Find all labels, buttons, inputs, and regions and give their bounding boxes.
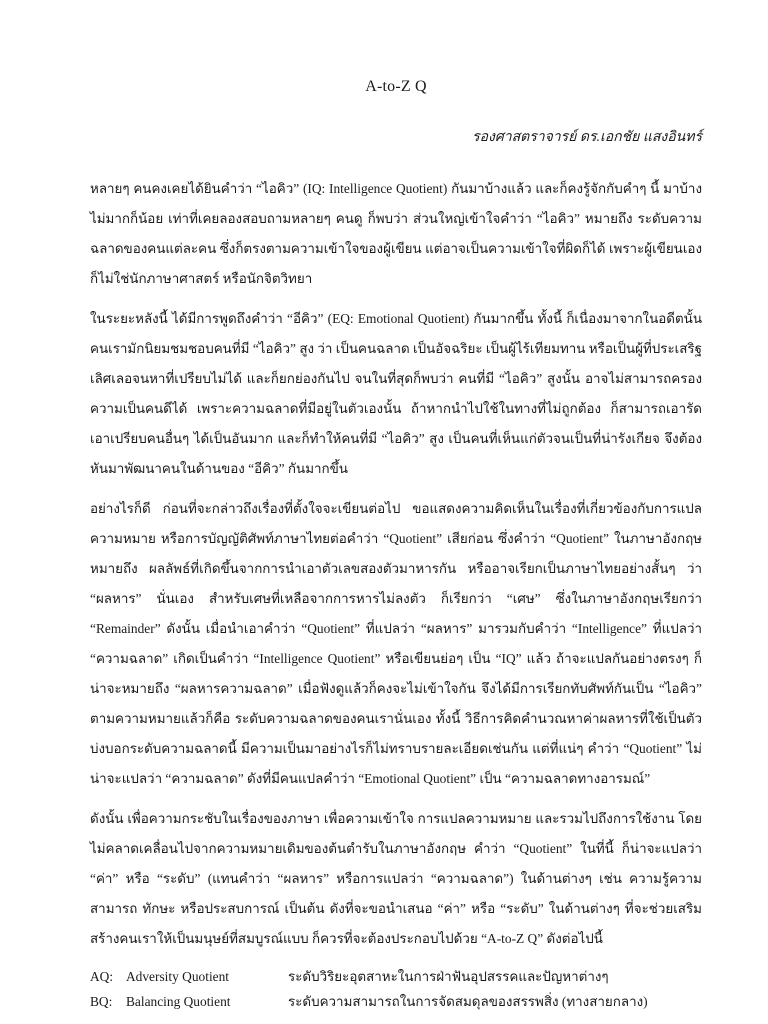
quotient-description: ระดับวิริยะอุตสาหะในการฝ่าฟันอุปสรรคและปัญหาต่างๆ [288, 969, 609, 984]
quotient-row [90, 989, 702, 1014]
quotient-name: Adversity Quotient [126, 969, 230, 984]
paragraph-3: อย่างไรก็ดี ก่อนที่จะกล่าวถึงเรื่องที่ตั้งใจจะเขียนต่อไป ขอแสดงความคิดเห็นในเรื่องที่เกี่ยวข้องกับการแปลความหมาย หรือการบัญญัติศัพท์ภาษาไทยต่อคำว่า “Quotient” เสียก่อน ซึ่งคำว่า “Quotient” ในภาษาอังกฤษหมายถึง ผลลัพธ์ที่เกิดขึ้นจากการนำเอาตัวเลขสองตัวมาหารกัน หรืออาจเรียกเป็นภาษาไทยอย่างสั้นๆ ว่า “ผลหาร” นั่นเอง สำหรับเศษที่เหลือจากการหารไม่ลงตัว ก็เรียกว่า “เศษ” ซึ่งในภาษาอังกฤษเรียกว่า “Remainder” ดังนั้น เมื่อนำเอาคำว่า “Quotient” ที่แปลว่า “ผลหาร” มารวมกับคำว่า “Intelligence” ที่แปลว่า “ความฉลาด” เกิดเป็นคำว่า “Intelligence Quotient” หรือเขียนย่อๆ เป็น “IQ” แล้ว ถ้าจะแปลกันอย่างตรงๆ ก็น่าจะหมายถึง “ผลหารความฉลาด” เมื่อฟังดูแล้วก็คงจะไม่เข้าใจกัน จึงได้มีการเรียกทับศัพท์กันเป็น “ไอคิว” ตามความหมายแล้วก็คือ ระดับความฉลาดของคนเรานั่นเอง ทั้งนี้ วิธีการคิดคำนวณหาค่าผลหารที่ใช้เป็นตัวบ่งบอกระดับความฉลาดนี้ มีความเป็นมาอย่างไรก็ไม่ทราบรายละเอียดเช่นกัน แต่ที่แน่ๆ คำว่า “Quotient” ไม่น่าจะแปลว่า “ความฉลาด” ดังที่มีคนแปลคำว่า “Emotional Quotient” เป็น “ความฉลาดทางอารมณ์” [90, 501, 702, 786]
author-name: รองศาสตราจารย์ ดร.เอกชัย แสงอินทร์ [472, 130, 702, 145]
quotient-description: ระดับความสามารถในการจัดสมดุลของสรรพสิ่ง (ทางสายกลาง) [288, 994, 648, 1009]
quotient-code: BQ: [90, 994, 113, 1009]
quotient-code: AQ: [90, 969, 114, 984]
paragraph-2: ในระยะหลังนี้ ได้มีการพูดถึงคำว่า “อีคิว” (EQ: Emotional Quotient) กันมากขึ้น ทั้งนี้ ก็เนื่องมาจากในอดีตนั้น คนเรามักนิยมชมชอบคนที่มี “ไอคิว” สูง ว่า เป็นคนฉลาด เป็นอัจฉริยะ เป็นผู้ไร้เทียมทาน หรือเป็นผู้ที่ประเสริฐเลิศเลอจนหาที่เปรียบไม่ได้ และก็ยกย่องกันไป จนในที่สุดก็พบว่า คนที่มี “ไอคิว” สูงนั้น อาจไม่สามารถครองความเป็นคนดีได้ เพราะความฉลาดที่มีอยู่ในตัวเองนั้น ถ้าหากนำไปใช้ในทางที่ไม่ถูกต้อง ก็สามารถเอารัดเอาเปรียบคนอื่นๆ ได้เป็นอันมาก และก็ทำให้คนที่มี “ไอคิว” สูง เป็นคนที่เห็นแก่ตัวจนเป็นที่น่ารังเกียจ จึงต้องหันมาพัฒนาคนในด้านของ “อีคิว” กันมากขึ้น [90, 311, 702, 476]
quotient-list [90, 964, 702, 1014]
document-title: A-to-Z Q [365, 78, 427, 95]
paragraph-1: หลายๆ คนคงเคยได้ยินคำว่า “ไอคิว” (IQ: Intelligence Quotient) กันมาบ้างแล้ว และก็คงรู้จักกับคำๆ นี้ มาบ้างไม่มากก็น้อย เท่าที่เคยลองสอบถามหลายๆ คนดู ก็พบว่า ส่วนใหญ่เข้าใจคำว่า “ไอคิว” หมายถึง ระดับความฉลาดของคนแต่ละคน ซึ่งก็ตรงตามความเข้าใจของผู้เขียน แต่อาจเป็นความเข้าใจที่ผิดก็ได้ เพราะผู้เขียนเองก็ไม่ใช่นักภาษาศาสตร์ หรือนักจิตวิทยา [90, 181, 702, 286]
quotient-row [90, 964, 702, 989]
quotient-name: Balancing Quotient [126, 994, 231, 1009]
paragraph-4: ดังนั้น เพื่อความกระชับในเรื่องของภาษา เพื่อความเข้าใจ การแปลความหมาย และรวมไปถึงการใช้งาน โดยไม่คลาดเคลื่อนไปจากความหมายเดิมของต้นตำรับในภาษาอังกฤษ คำว่า “Quotient” ในที่นี้ ก็น่าจะแปลว่า “ค่า” หรือ “ระดับ” (แทนคำว่า “ผลหาร” หรือการแปลว่า “ความฉลาด”) ในด้านต่างๆ เช่น ความรู้ความสามารถ ทักษะ หรือประสบการณ์ เป็นต้น ดังที่จะขอนำเสนอ “ค่า” หรือ “ระดับ” ในด้านต่างๆ ที่จะช่วยเสริมสร้างคนเราให้เป็นมนุษย์ที่สมบูรณ์แบบ ก็ควรที่จะต้องประกอบไปด้วย “A-to-Z Q” ดังต่อไปนี้ [90, 811, 702, 946]
